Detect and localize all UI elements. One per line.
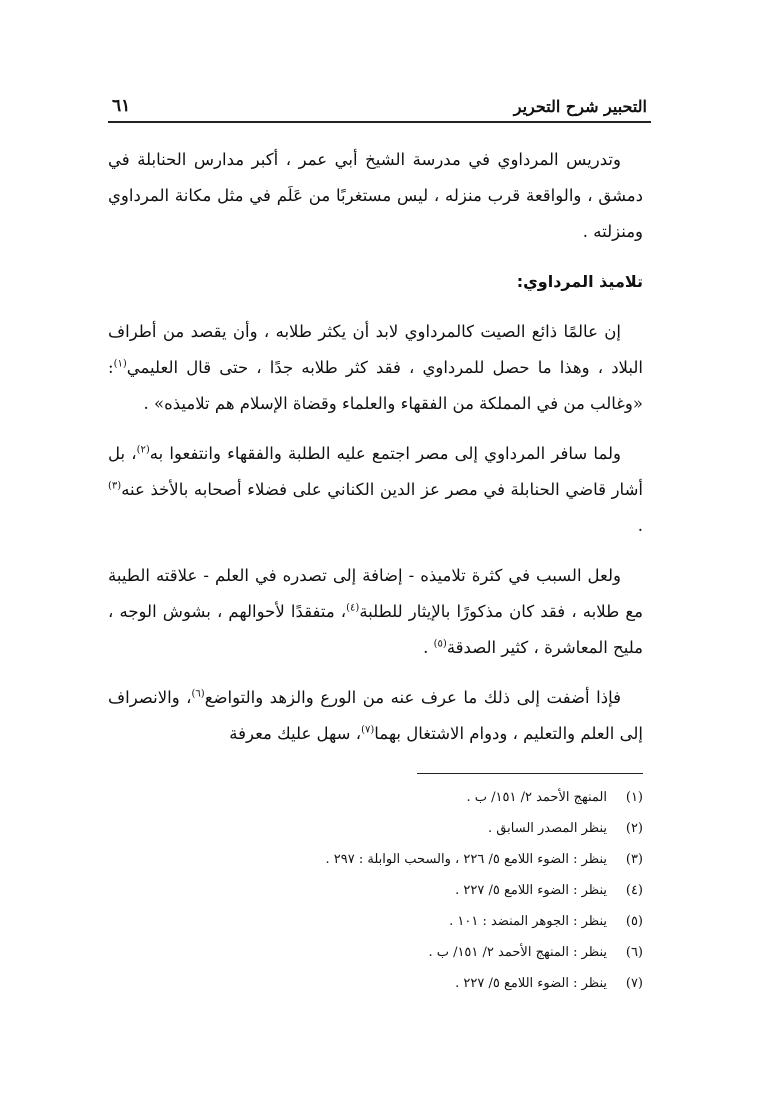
paragraph-1 — [108, 142, 643, 250]
footnote-item — [120, 879, 643, 910]
footnote-text: ينظر المصدر السابق . — [488, 821, 607, 836]
footnote-text: ينظر : الضوء اللامع ٥/ ٢٢٧ . — [455, 976, 607, 991]
footnote-separator — [417, 773, 643, 774]
paragraph-5 — [108, 680, 643, 752]
footnote-item — [120, 910, 643, 941]
footnote-ref[interactable]: (٣) — [108, 480, 122, 492]
footnote-item — [120, 817, 643, 848]
footnote-item — [120, 848, 643, 879]
footnote-number: (٤) — [625, 883, 643, 898]
footnote-ref[interactable]: (٦) — [191, 688, 205, 700]
footnote-number: (٣) — [625, 852, 643, 867]
book-title: التحبير شرح التحرير — [513, 97, 647, 116]
footnote-ref[interactable]: (٢) — [136, 444, 150, 456]
footnote-item — [120, 972, 643, 1003]
footnotes-list — [120, 786, 643, 1003]
paragraph-text: إن عالمًا ذائع الصيت كالمرداوي لابد أن يكثر طلابه ، وأن يقصد من أطراف البلاد ، وهذا ما حصل للمرداوي ، فقد كثر طلابه جدًا ، حتى قال العليمي — [108, 322, 643, 377]
footnote-number: (٢) — [625, 821, 643, 836]
paragraph-text: ، بل أشار قاضي الحنابلة في مصر عز الدين الكناني على فضلاء أصحابه بالأخذ عنه — [108, 444, 643, 499]
section-heading: تلاميذ المرداوي: — [516, 272, 643, 291]
footnote-text: ينظر : المنهج الأحمد ٢/ ١٥١/ ب . — [428, 945, 607, 960]
footnote-number: (٦) — [625, 945, 643, 960]
footnote-item — [120, 941, 643, 972]
running-header — [112, 92, 647, 116]
paragraph-text: : «وغالب من في المملكة من الفقهاء والعلماء وقضاة الإسلام هم تلاميذه» . — [108, 358, 643, 413]
footnote-ref[interactable]: (١) — [113, 358, 127, 370]
footnote-text: ينظر : الضوء اللامع ٥/ ٢٢٦ ، والسحب الوابلة : ٢٩٧ . — [325, 852, 607, 867]
paragraph-4 — [108, 558, 643, 666]
paragraph-text: . — [423, 638, 434, 657]
footnote-text: ينظر : الضوء اللامع ٥/ ٢٢٧ . — [455, 883, 607, 898]
paragraph-text: ، والانصراف إلى العلم والتعليم ، ودوام الاشتغال بهما — [108, 688, 643, 743]
footnote-number: (٥) — [625, 914, 643, 929]
paragraph-text: ولما سافر المرداوي إلى مصر اجتمع عليه الطلبة والفقهاء وانتفعوا به — [149, 444, 621, 463]
header-rule — [108, 121, 651, 123]
footnote-ref[interactable]: (٧) — [361, 724, 375, 736]
paragraph-text: ، متفقدًا لأحوالهم ، بشوش الوجه ، مليح المعاشرة ، كثير الصدقة — [108, 602, 643, 657]
footnote-item — [120, 786, 643, 817]
main-text — [108, 142, 643, 766]
footnote-number: (٧) — [625, 976, 643, 991]
page-number: ٦١ — [112, 96, 131, 116]
footnote-number: (١) — [625, 790, 643, 805]
footnote-ref[interactable]: (٤) — [346, 602, 360, 614]
footnote-ref[interactable]: (٥) — [433, 638, 447, 650]
paragraph-text: ولعل السبب في كثرة تلاميذه - إضافة إلى تصدره في العلم - علاقته الطيبة مع طلابه ، فقد كان مذكورًا بالإيثار للطلبة — [108, 566, 643, 621]
paragraph-text: فإذا أضفت إلى ذلك ما عرف عنه من الورع والزهد والتواضع — [204, 688, 621, 707]
paragraph-text: . — [637, 516, 643, 535]
paragraph-text: وتدريس المرداوي في مدرسة الشيخ أبي عمر ، أكبر مدارس الحنابلة في دمشق ، والواقعة قرب منزله ، ليس مستغربًا من عَلَم في مثل مكانة المرداوي ومنزلته . — [108, 150, 643, 241]
paragraph-text: ، سهل عليك معرفة — [229, 724, 362, 743]
paragraph-3 — [108, 436, 643, 544]
footnote-text: ينظر : الجوهر المنضد : ١٠١ . — [449, 914, 607, 929]
footnote-text: المنهج الأحمد ٢/ ١٥١/ ب . — [466, 790, 607, 805]
paragraph-2 — [108, 314, 643, 422]
